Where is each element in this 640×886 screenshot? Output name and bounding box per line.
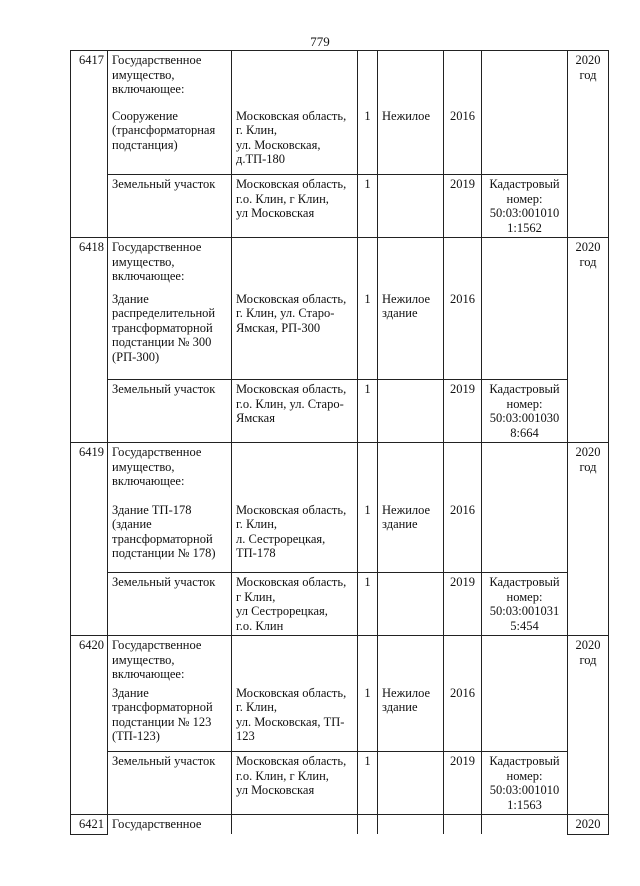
item-row bbox=[71, 107, 609, 175]
item-address: Московская область, г. Клин, ул. Московская, ТП- 123 bbox=[232, 684, 358, 752]
record-period: 2020 год bbox=[568, 238, 609, 443]
record-header: Государственное bbox=[108, 815, 232, 835]
record-period: 2020 год bbox=[568, 51, 609, 238]
item-name: Здание распределительной трансформаторной подстанции № 300 (РП-300) bbox=[108, 290, 232, 380]
empty-cell bbox=[358, 443, 378, 501]
item-year: 2019 bbox=[444, 380, 482, 443]
item-quantity: 1 bbox=[358, 175, 378, 238]
item-cadastral: Кадастровый номер: 50:03:001030 8:664 bbox=[482, 380, 568, 443]
item-year: 2016 bbox=[444, 107, 482, 175]
empty-cell bbox=[482, 238, 568, 290]
item-year: 2016 bbox=[444, 684, 482, 752]
item-name: Здание трансформаторной подстанции № 123 (ТП-123) bbox=[108, 684, 232, 752]
item-address: Московская область, г Клин, ул Сестрорецкая, г.о. Клин bbox=[232, 573, 358, 636]
record-number: 6419 bbox=[71, 443, 108, 636]
record-number: 6421 bbox=[71, 815, 108, 835]
item-year: 2019 bbox=[444, 573, 482, 636]
item-row bbox=[71, 501, 609, 573]
item-purpose: Нежилое bbox=[378, 107, 444, 175]
property-table bbox=[70, 50, 609, 835]
record-header-row bbox=[71, 443, 609, 501]
item-purpose: Нежилое здание bbox=[378, 684, 444, 752]
item-purpose bbox=[378, 380, 444, 443]
item-address: Московская область, г.о. Клин, г Клин, ул Московская bbox=[232, 752, 358, 815]
record-header: Государственное имущество, включающее: bbox=[108, 51, 232, 107]
item-address: Московская область, г.о. Клин, г Клин, ул Московская bbox=[232, 175, 358, 238]
empty-cell bbox=[378, 815, 444, 835]
record-number: 6417 bbox=[71, 51, 108, 238]
item-cadastral: Кадастровый номер: 50:03:001010 1:1562 bbox=[482, 175, 568, 238]
empty-cell bbox=[444, 51, 482, 107]
item-address: Московская область, г.о. Клин, ул. Старо- Ямская bbox=[232, 380, 358, 443]
record-period: 2020 год bbox=[568, 443, 609, 636]
item-cadastral bbox=[482, 501, 568, 573]
item-cadastral: Кадастровый номер: 50:03:001010 1:1563 bbox=[482, 752, 568, 815]
item-year: 2019 bbox=[444, 752, 482, 815]
item-cadastral: Кадастровый номер: 50:03:001031 5:454 bbox=[482, 573, 568, 636]
item-quantity: 1 bbox=[358, 752, 378, 815]
empty-cell bbox=[378, 238, 444, 290]
item-name: Земельный участок bbox=[108, 573, 232, 636]
item-quantity: 1 bbox=[358, 290, 378, 380]
item-name: Здание ТП-178 (здание трансформаторной подстанции № 178) bbox=[108, 501, 232, 573]
item-row bbox=[71, 175, 609, 238]
empty-cell bbox=[482, 51, 568, 107]
item-quantity: 1 bbox=[358, 573, 378, 636]
empty-cell bbox=[232, 636, 358, 684]
item-row bbox=[71, 380, 609, 443]
record-header-row bbox=[71, 636, 609, 684]
item-year: 2016 bbox=[444, 290, 482, 380]
record-header-row bbox=[71, 815, 609, 835]
item-year: 2016 bbox=[444, 501, 482, 573]
item-row bbox=[71, 752, 609, 815]
empty-cell bbox=[482, 636, 568, 684]
item-row bbox=[71, 573, 609, 636]
item-quantity: 1 bbox=[358, 684, 378, 752]
empty-cell bbox=[378, 51, 444, 107]
empty-cell bbox=[482, 443, 568, 501]
record-header: Государственное имущество, включающее: bbox=[108, 238, 232, 290]
item-row bbox=[71, 290, 609, 380]
record-number: 6420 bbox=[71, 636, 108, 815]
empty-cell bbox=[232, 51, 358, 107]
record-period: 2020 bbox=[568, 815, 609, 835]
empty-cell bbox=[358, 51, 378, 107]
item-row bbox=[71, 684, 609, 752]
item-year: 2019 bbox=[444, 175, 482, 238]
item-quantity: 1 bbox=[358, 107, 378, 175]
empty-cell bbox=[378, 443, 444, 501]
item-address: Московская область, г. Клин, ул. Московская, д.ТП-180 bbox=[232, 107, 358, 175]
item-purpose: Нежилое здание bbox=[378, 501, 444, 573]
item-cadastral bbox=[482, 290, 568, 380]
item-quantity: 1 bbox=[358, 380, 378, 443]
empty-cell bbox=[444, 636, 482, 684]
empty-cell bbox=[232, 238, 358, 290]
empty-cell bbox=[378, 636, 444, 684]
record-header-row bbox=[71, 51, 609, 107]
empty-cell bbox=[232, 443, 358, 501]
record-number: 6418 bbox=[71, 238, 108, 443]
item-name: Земельный участок bbox=[108, 752, 232, 815]
empty-cell bbox=[444, 815, 482, 835]
empty-cell bbox=[358, 238, 378, 290]
item-name: Земельный участок bbox=[108, 380, 232, 443]
item-name: Сооружение (трансформаторная подстанция) bbox=[108, 107, 232, 175]
page-number: 779 bbox=[310, 34, 330, 49]
item-name: Земельный участок bbox=[108, 175, 232, 238]
record-header: Государственное имущество, включающее: bbox=[108, 443, 232, 501]
record-header-row bbox=[71, 238, 609, 290]
empty-cell bbox=[358, 636, 378, 684]
item-purpose bbox=[378, 573, 444, 636]
record-period: 2020 год bbox=[568, 636, 609, 815]
empty-cell bbox=[482, 815, 568, 835]
item-purpose bbox=[378, 175, 444, 238]
empty-cell bbox=[444, 238, 482, 290]
item-quantity: 1 bbox=[358, 501, 378, 573]
item-address: Московская область, г. Клин, л. Сестрорецкая, ТП-178 bbox=[232, 501, 358, 573]
empty-cell bbox=[232, 815, 358, 835]
item-address: Московская область, г. Клин, ул. Старо- Ямская, РП-300 bbox=[232, 290, 358, 380]
item-cadastral bbox=[482, 107, 568, 175]
item-purpose bbox=[378, 752, 444, 815]
item-purpose: Нежилое здание bbox=[378, 290, 444, 380]
empty-cell bbox=[358, 815, 378, 835]
record-header: Государственное имущество, включающее: bbox=[108, 636, 232, 684]
empty-cell bbox=[444, 443, 482, 501]
item-cadastral bbox=[482, 684, 568, 752]
